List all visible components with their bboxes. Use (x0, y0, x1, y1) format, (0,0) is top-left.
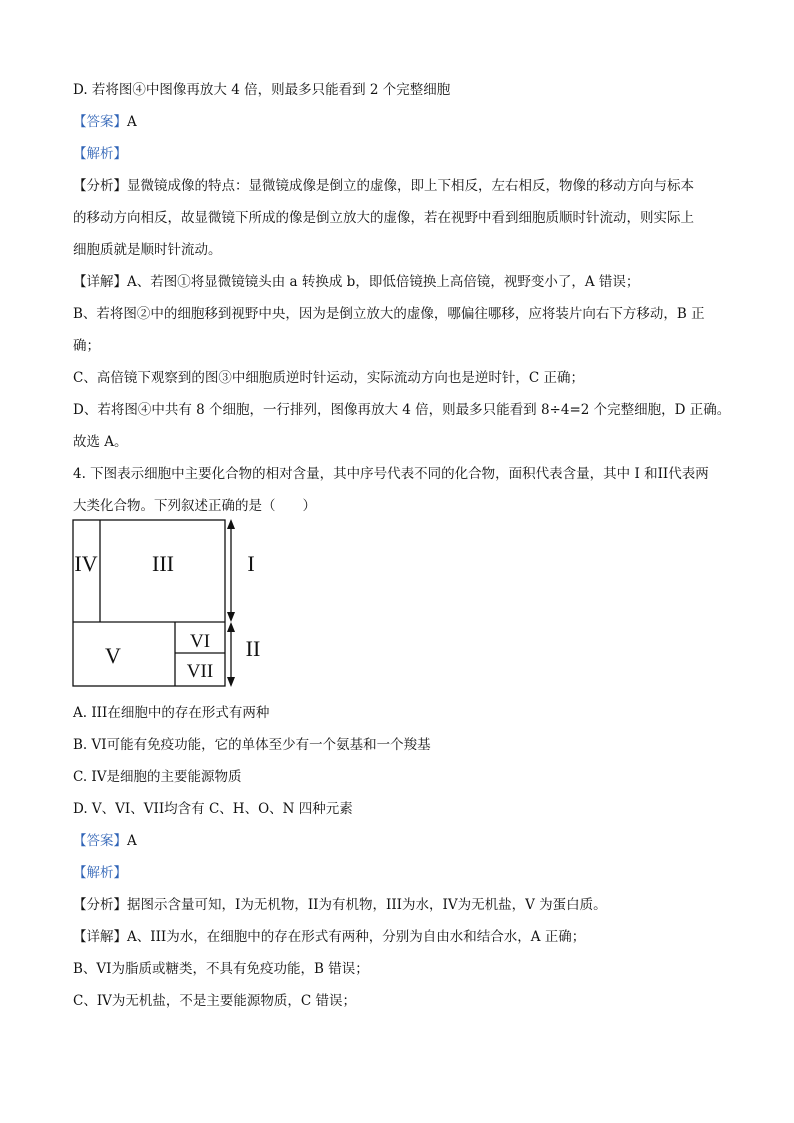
q4-detail-c: C、IV为无机盐，不是主要能源物质，C 错误； (73, 993, 357, 1009)
detail-tag: 【详解】 (73, 929, 127, 945)
q4-option-b: B. VI可能有免疫功能，它的单体至少有一个氨基和一个羧基 (73, 737, 431, 753)
q3-fenxi-line-3: 细胞质就是顺时针流动。 (73, 242, 222, 258)
q4-stem-line-2: 大类化合物。下列叙述正确的是（ ） (73, 498, 316, 514)
q3-detail-c: C、高倍镜下观察到的图③中细胞质逆时针运动，实际流动方向也是逆时针，C 正确； (73, 370, 584, 386)
fenxi-text: 据图示含量可知，I为无机物，II为有机物，III为水，IV为无机盐，V 为蛋白质。 (127, 897, 607, 913)
q4-detail-b: B、VI为脂质或糖类，不具有免疫功能，B 错误； (73, 961, 369, 977)
fenxi-text: 显微镜成像的特点：显微镜成像是倒立的虚像，即上下相反，左右相反，物像的移动方向与标本 (127, 178, 694, 194)
analysis-tag: 【解析】 (73, 865, 127, 881)
arrow-i-head-down (227, 612, 235, 622)
label-iii: III (152, 551, 174, 576)
q3-fenxi-line-2: 的移动方向相反，故显微镜下所成的像是倒立放大的虚像，若在视野中看到细胞质顺时针流动，则实际上 (73, 210, 694, 226)
q4-answer-line (73, 833, 137, 849)
label-ii: II (245, 636, 261, 661)
detail-text: A、III为水，在细胞中的存在形式有两种，分别为自由水和结合水，A 正确； (127, 929, 586, 945)
q3-option-d: D. 若将图④中图像再放大 4 倍，则最多只能看到 2 个完整细胞 (73, 82, 451, 98)
fenxi-tag: 【分析】 (73, 178, 127, 194)
answer-tag: 【答案】 (73, 114, 127, 130)
label-v: V (105, 643, 121, 668)
q4-option-c: C. IV是细胞的主要能源物质 (73, 769, 242, 785)
q4-stem-line-1: 4. 下图表示细胞中主要化合物的相对含量，其中序号代表不同的化合物，面积代表含量，其中 I 和II代表两 (73, 466, 709, 482)
answer-value: A (127, 833, 137, 849)
arrow-ii-head-up (227, 622, 235, 632)
q3-detail-a (73, 274, 639, 290)
answer-value: A (127, 114, 137, 130)
arrow-ii-head-down (227, 677, 235, 687)
q3-answer-line (73, 114, 137, 130)
analysis-tag: 【解析】 (73, 146, 127, 162)
q4-detail-a (73, 929, 585, 945)
q4-fenxi-line (73, 897, 607, 913)
fenxi-tag: 【分析】 (73, 897, 127, 913)
arrow-i-head-up (227, 519, 235, 529)
compound-area-diagram (70, 515, 270, 697)
q4-option-a: A. III在细胞中的存在形式有两种 (73, 705, 270, 721)
q4-option-d: D. V、VI、VII均含有 C、H、O、N 四种元素 (73, 801, 353, 817)
detail-tag: 【详解】 (73, 274, 127, 290)
label-vii: VII (186, 661, 214, 682)
q3-fenxi-line-1 (73, 178, 694, 194)
answer-tag: 【答案】 (73, 833, 127, 849)
detail-text: A、若图①将显微镜镜头由 a 转换成 b，即低倍镜换上高倍镜，视野变小了，A 错误； (127, 274, 640, 290)
q3-analysis-tag (73, 146, 127, 162)
label-iv: IV (74, 551, 98, 576)
q4-analysis-tag (73, 865, 127, 881)
q3-detail-b-2: 确； (73, 338, 100, 354)
label-i: I (247, 551, 255, 576)
q3-detail-b-1: B、若将图②中的细胞移到视野中央，因为是倒立放大的虚像，哪偏往哪移，应将装片向右下方移动，B 正 (73, 306, 705, 322)
q3-detail-d: D、若将图④中共有 8 个细胞，一行排列，图像再放大 4 倍，则最多只能看到 8÷4=2 个完整细胞，D 正确。 (73, 402, 731, 418)
label-vi: VI (189, 631, 211, 652)
q3-conclusion: 故选 A。 (73, 434, 128, 450)
